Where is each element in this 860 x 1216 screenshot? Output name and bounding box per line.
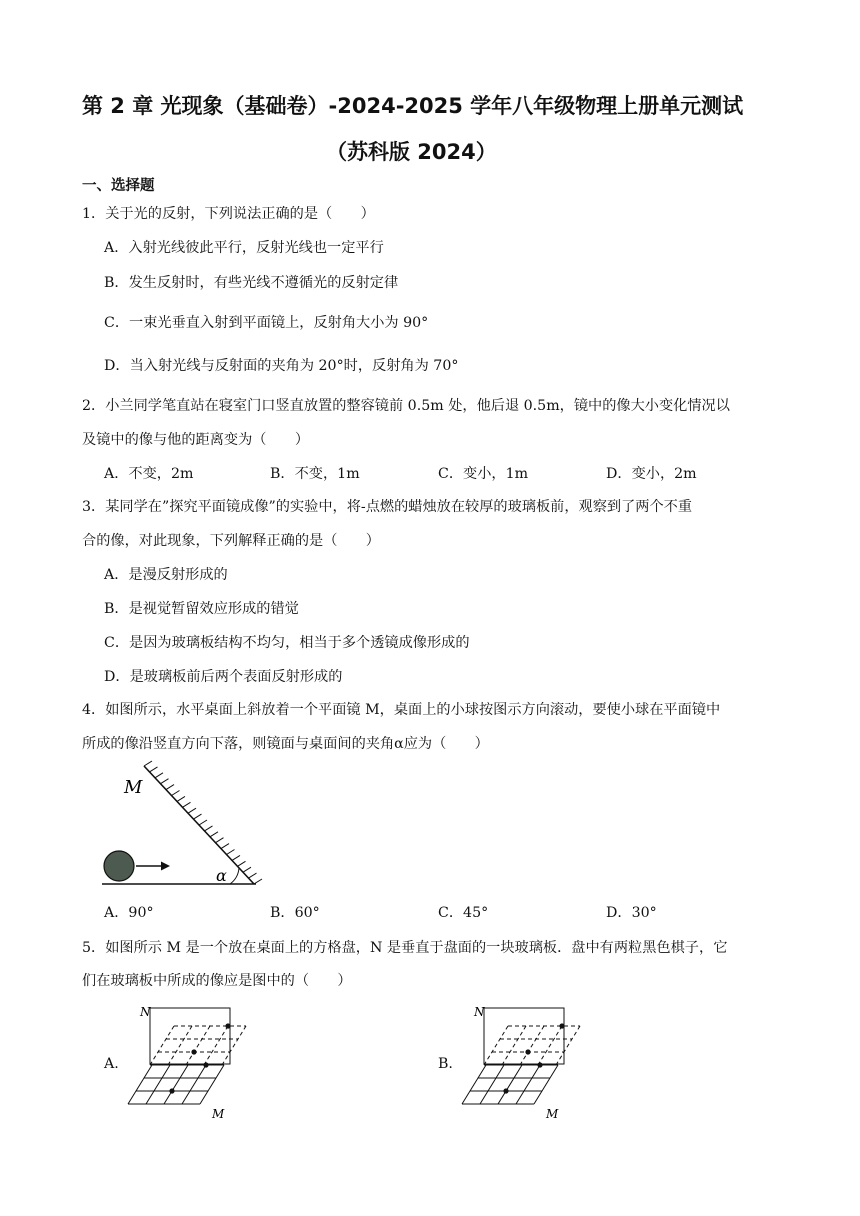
- question-stem-line1: 5．如图所示 M 是一个放在桌面上的方格盘，N 是垂直于盘面的一块玻璃板．盘中有两粒黑色棋子，它: [82, 940, 728, 956]
- option-c[interactable]: C．是因为玻璃板结构不均匀，相当于多个透镜成像形成的: [104, 635, 470, 651]
- question-stem-line1: 4．如图所示，水平桌面上斜放着一个平面镜 M，桌面上的小球按图示方向滚动，要使小球在平面镜中: [82, 702, 721, 718]
- option-d[interactable]: D．当入射光线与反射面的夹角为 20°时，反射角为 70°: [104, 358, 459, 374]
- option-a-figure[interactable]: [126, 1002, 261, 1120]
- glass-label: N: [474, 1005, 485, 1019]
- option-b-figure[interactable]: [460, 1002, 595, 1120]
- option-b[interactable]: B．是视觉暂留效应形成的错觉: [104, 601, 299, 617]
- mirror-diagram: [98, 760, 260, 890]
- question-stem-line1: 3．某同学在”探究平面镜成像”的实验中，将-点燃的蜡烛放在较厚的玻璃板前，观察到了两个不重: [82, 499, 693, 515]
- question-stem-line2: 及镜中的像与他的距离变为（ ）: [82, 432, 310, 448]
- option-c[interactable]: C．变小，1m: [438, 466, 529, 482]
- question-stem-line2: 所成的像沿竖直方向下落，则镜面与桌面间的夹角α应为（ ）: [82, 736, 489, 752]
- option-a[interactable]: A．90°: [104, 905, 154, 921]
- board-label: M: [546, 1107, 559, 1121]
- option-c[interactable]: C．一束光垂直入射到平面镜上，反射角大小为 90°: [104, 315, 429, 331]
- option-a[interactable]: A．入射光线彼此平行，反射光线也一定平行: [104, 240, 384, 256]
- option-b[interactable]: B.: [438, 1056, 453, 1072]
- page-subtitle: （苏科版 2024）: [326, 140, 497, 164]
- option-a[interactable]: A．不变，2m: [104, 466, 194, 482]
- question-stem-line1: 2．小兰同学笔直站在寝室门口竖直放置的整容镜前 0.5m 处，他后退 0.5m，镜中的像大小变化情况以: [82, 398, 730, 414]
- option-d[interactable]: D．变小，2m: [606, 466, 697, 482]
- board-label: M: [212, 1107, 225, 1121]
- option-a[interactable]: A．是漫反射形成的: [104, 567, 228, 583]
- question-stem: 1．关于光的反射，下列说法正确的是（ ）: [82, 206, 375, 222]
- glass-label: N: [140, 1005, 151, 1019]
- question-stem-line2: 合的像，对此现象，下列解释正确的是（ ）: [82, 533, 380, 549]
- page-title: 第 2 章 光现象（基础卷）-2024-2025 学年八年级物理上册单元测试: [82, 94, 744, 118]
- option-a[interactable]: A.: [104, 1056, 119, 1072]
- angle-label: α: [216, 866, 227, 885]
- option-b[interactable]: B．60°: [270, 905, 320, 921]
- option-d[interactable]: D．30°: [606, 905, 657, 921]
- option-b[interactable]: B．发生反射时，有些光线不遵循光的反射定律: [104, 275, 399, 291]
- option-c[interactable]: C．45°: [438, 905, 489, 921]
- option-d[interactable]: D．是玻璃板前后两个表面反射形成的: [104, 669, 343, 685]
- question-stem-line2: 们在玻璃板中所成的像应是图中的（ ）: [82, 973, 352, 989]
- option-b[interactable]: B．不变，1m: [270, 466, 360, 482]
- section-heading: 一、选择题: [82, 178, 155, 194]
- mirror-label: M: [124, 777, 143, 798]
